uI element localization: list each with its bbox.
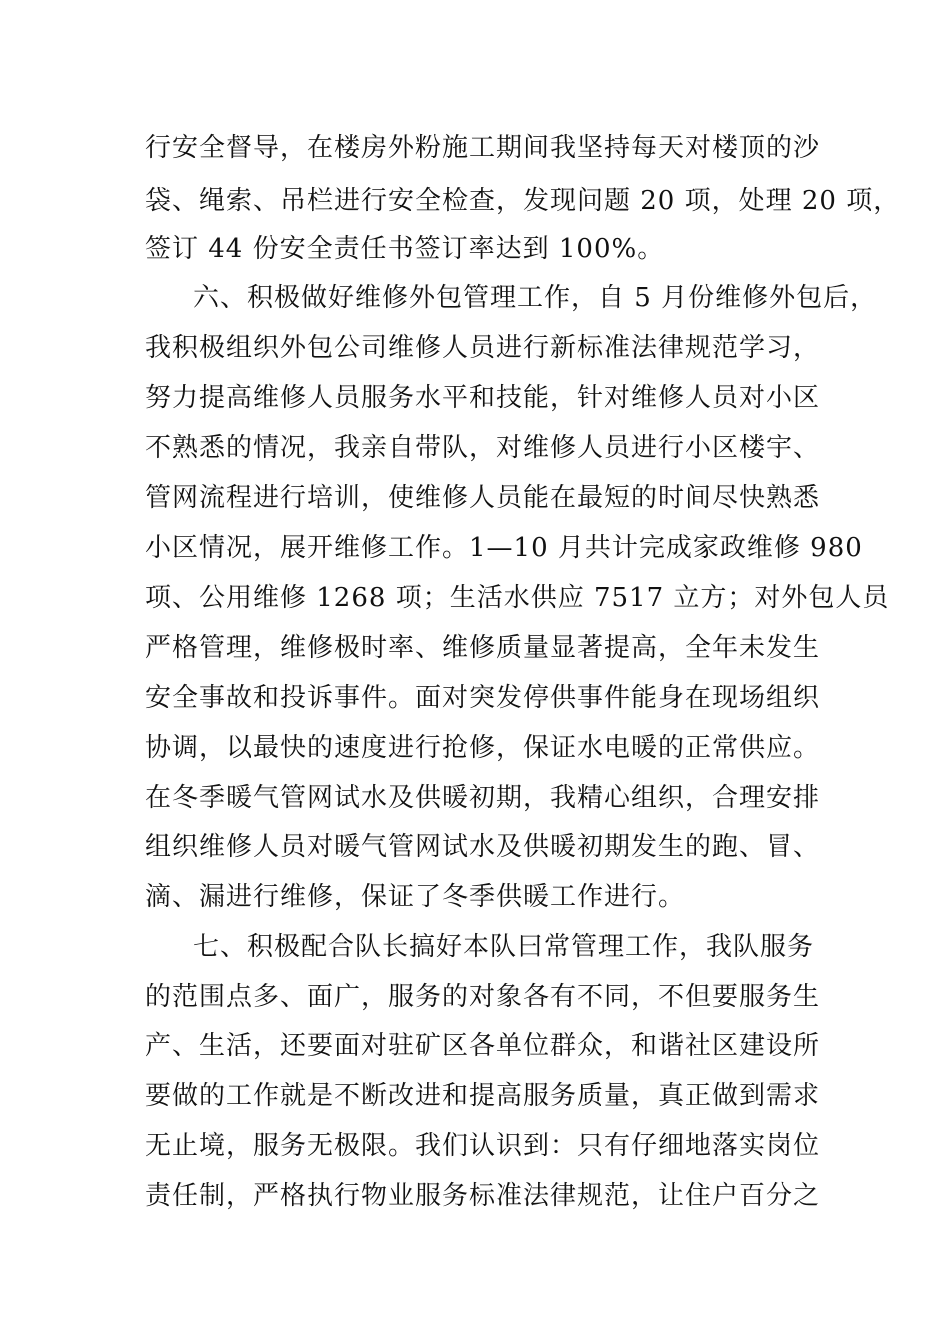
body-text-line: 滴、漏进行维修，保证了冬季供暖工作进行。 — [145, 882, 686, 912]
body-text-line: 严格管理，维修极时率、维修质量显著提高，全年未发生 — [145, 633, 821, 663]
body-text-line: 管网流程进行培训，使维修人员能在最短的时间尽快熟悉 — [145, 483, 821, 513]
body-text-line: 无止境，服务无极限。我们认识到：只有仔细地落实岗位 — [145, 1131, 821, 1161]
body-text-line: 努力提高维修人员服务水平和技能，针对维修人员对小区 — [145, 383, 821, 413]
body-text-line: 责任制，严格执行物业服务标准法律规范，让住户百分之 — [145, 1181, 821, 1211]
body-text-line: 不熟悉的情况，我亲自带队，对维修人员进行小区楼宇、 — [145, 433, 821, 463]
body-text-line: 行安全督导，在楼房外粉施工期间我坚持每天对楼顶的沙 — [145, 133, 821, 163]
body-text-line: 袋、绳索、吊栏进行安全检查，发现问题 20 项，处理 20 项， — [145, 186, 901, 216]
body-text-line: 我积极组织外包公司维修人员进行新标准法律规范学习， — [145, 333, 821, 363]
body-text-line: 项、公用维修 1268 项；生活水供应 7517 立方；对外包人员 — [145, 583, 890, 613]
body-text-line: 组织维修人员对暖气管网试水及供暖初期发生的跑、冒、 — [145, 832, 821, 862]
body-text-line: 小区情况，展开维修工作。1—10 月共计完成家政维修 980 — [145, 533, 863, 563]
body-text-line: 产、生活，还要面对驻矿区各单位群众，和谐社区建设所 — [145, 1031, 821, 1061]
body-text-line: 的范围点多、面广，服务的对象各有不同，不但要服务生 — [145, 982, 821, 1012]
body-text-line: 签订 44 份安全责任书签订率达到 100%。 — [145, 234, 665, 264]
body-text-line: 要做的工作就是不断改进和提高服务质量，真正做到需求 — [145, 1081, 821, 1111]
body-text-line: 安全事故和投诉事件。面对突发停供事件能身在现场组织 — [145, 683, 821, 713]
body-text-line: 在冬季暖气管网试水及供暖初期，我精心组织，合理安排 — [145, 783, 821, 813]
body-text-line: 协调，以最快的速度进行抢修，保证水电暖的正常供应。 — [145, 733, 821, 763]
paragraph-heading-six: 六、积极做好维修外包管理工作，自 5 月份维修外包后， — [193, 283, 878, 313]
paragraph-heading-seven: 七、积极配合队长搞好本队曰常管理工作，我队服务 — [193, 932, 815, 962]
